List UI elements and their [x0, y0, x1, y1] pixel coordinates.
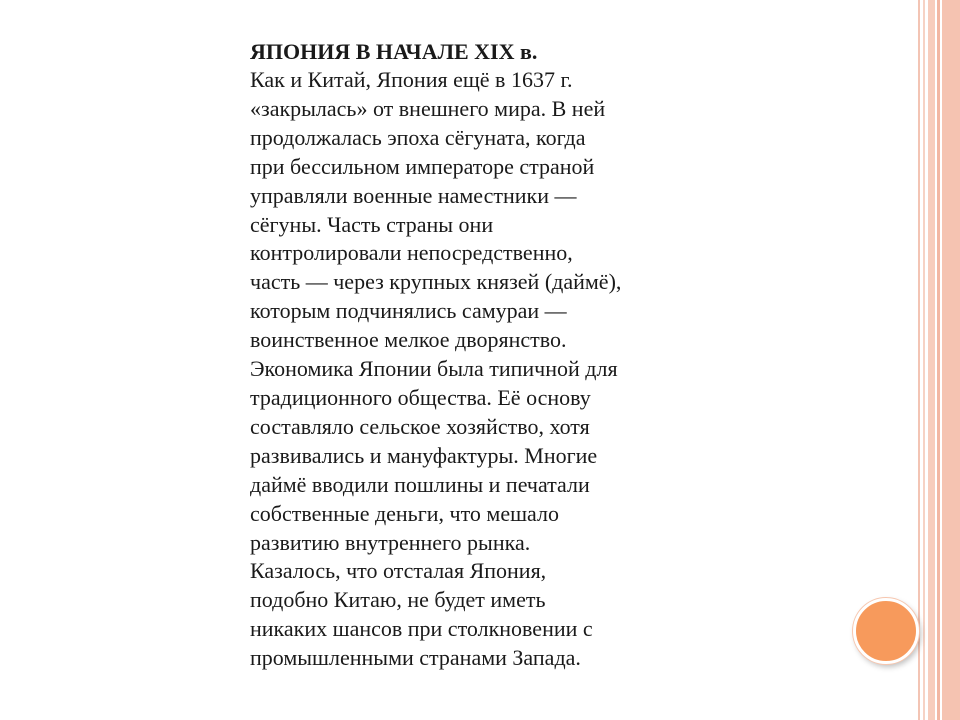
body-line: даймё вводили пошлины и печатали [250, 471, 590, 497]
body-line: управляли военные наместники — [250, 182, 577, 208]
body-line: Экономика Японии была типичной для [250, 356, 618, 382]
body-line: при бессильном императоре страной [250, 153, 595, 179]
decorative-stripe [918, 0, 920, 720]
decorative-circle [853, 598, 919, 664]
body-line: никаких шансов при столкновении с [250, 616, 593, 642]
body-line: Казалось, что отсталая Япония, [250, 558, 547, 584]
body-line: «закрылась» от внешнего мира. В ней [250, 95, 606, 121]
body-line: Как и Китай, Япония ещё в 1637 г. [250, 67, 573, 92]
body-line: традиционного общества. Её основу [250, 384, 591, 410]
body-line: сёгуны. Часть страны они [250, 211, 494, 237]
decorative-stripe [942, 0, 960, 720]
decorative-stripe [928, 0, 935, 720]
body-line: воинственное мелкое дворянство. [250, 327, 567, 353]
body-line: развитию внутреннего рынка. [250, 529, 531, 555]
slide-text-block [250, 37, 850, 673]
body-line: контролировали непосредственно, [250, 240, 573, 266]
body-line: составляло сельское хозяйство, хотя [250, 413, 590, 439]
body-line: собственные деньги, что мешало [250, 500, 559, 526]
body-line: развивались и мануфактуры. Многие [250, 442, 598, 468]
slide-title: ЯПОНИЯ В НАЧАЛЕ XIX в. [250, 39, 538, 64]
decorative-stripe [937, 0, 940, 720]
body-line: которым подчинялись самураи — [250, 298, 567, 324]
body-line: промышленными странами Запада. [250, 645, 581, 671]
body-line: часть — через крупных князей (даймё), [250, 269, 622, 295]
body-line: подобно Китаю, не будет иметь [250, 587, 546, 613]
body-line: продолжалась эпоха сёгуната, когда [250, 124, 586, 150]
decorative-stripe [923, 0, 925, 720]
